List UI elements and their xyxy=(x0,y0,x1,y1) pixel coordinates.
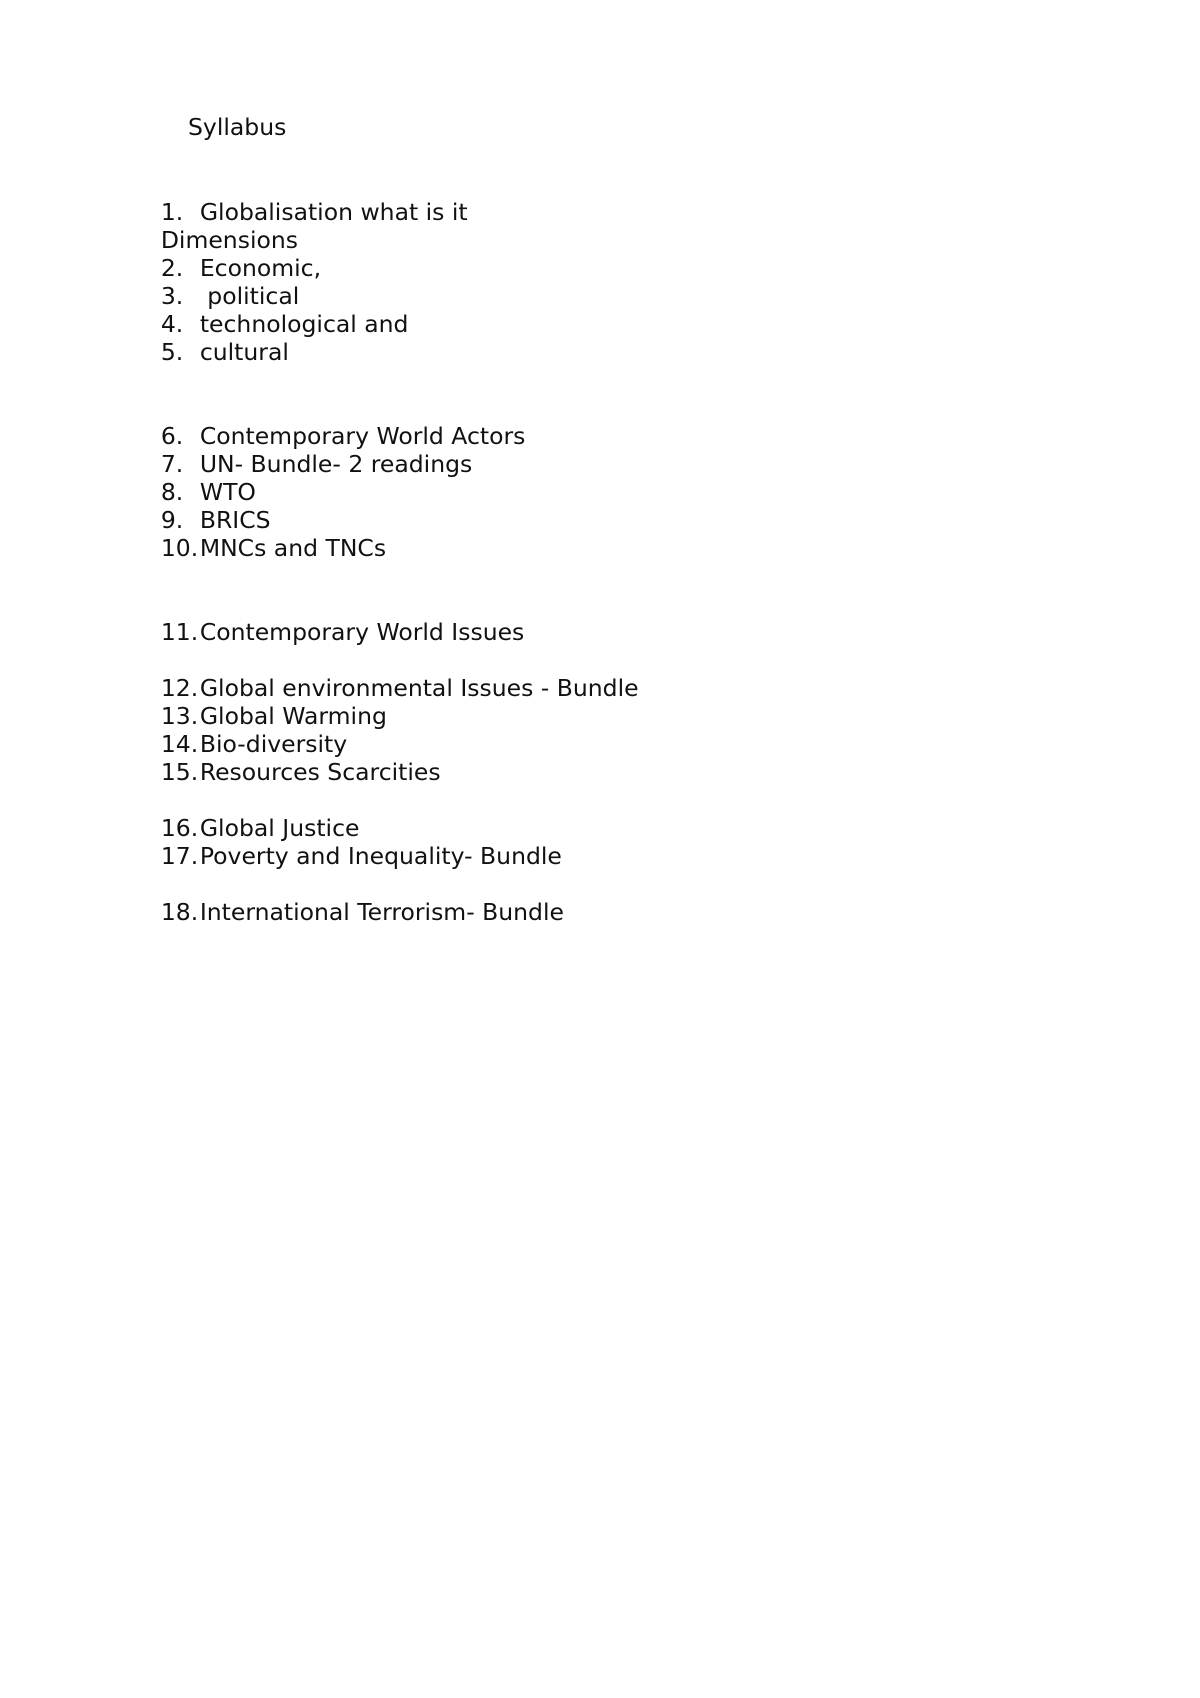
list-item xyxy=(116,254,300,310)
list-item xyxy=(116,226,322,282)
item-text: Globalisation what is it xyxy=(199,198,468,226)
document-title: Syllabus xyxy=(188,113,287,141)
list-item xyxy=(116,646,639,702)
list-item xyxy=(116,506,387,562)
item-text: International Terrorism- Bundle xyxy=(199,898,564,926)
item-text: MNCs and TNCs xyxy=(199,534,387,562)
item-text: technological and xyxy=(199,310,409,338)
item-number: 8. xyxy=(160,478,184,506)
item-number: 4. xyxy=(160,310,184,338)
item-number: 16. xyxy=(160,814,199,842)
dimensions-heading-text: Dimensions xyxy=(160,226,298,254)
item-number: 9. xyxy=(160,506,184,534)
list-item xyxy=(116,590,525,646)
list-item xyxy=(116,282,409,338)
item-text: Global environmental Issues - Bundle xyxy=(199,674,639,702)
item-number: 6. xyxy=(160,422,184,450)
list-item xyxy=(116,702,348,758)
item-text: Global Warming xyxy=(199,702,387,730)
list-item xyxy=(116,310,289,366)
item-number: 17. xyxy=(160,842,199,870)
item-text: UN- Bundle- 2 readings xyxy=(199,450,473,478)
list-item xyxy=(116,170,468,226)
list-item xyxy=(116,730,441,786)
item-number: 1. xyxy=(160,198,184,226)
list-item xyxy=(116,870,564,926)
item-number: 10. xyxy=(160,534,199,562)
item-text: BRICS xyxy=(199,506,271,534)
list-item xyxy=(116,394,526,450)
item-text: Economic, xyxy=(199,254,322,282)
item-number: 12. xyxy=(160,674,199,702)
list-item xyxy=(116,674,387,730)
item-text: Resources Scarcities xyxy=(199,758,441,786)
item-number: 14. xyxy=(160,730,199,758)
item-text: Poverty and Inequality- Bundle xyxy=(199,842,562,870)
item-number: 11. xyxy=(160,618,199,646)
list-item xyxy=(116,786,360,842)
item-text: political xyxy=(199,282,300,310)
item-number: 7. xyxy=(160,450,184,478)
item-number: 3. xyxy=(160,282,184,310)
item-number: 18. xyxy=(160,898,199,926)
item-number: 15. xyxy=(160,758,199,786)
item-text: Global Justice xyxy=(199,814,360,842)
item-text: Contemporary World Issues xyxy=(199,618,525,646)
item-text: cultural xyxy=(199,338,289,366)
dimensions-heading xyxy=(116,198,298,254)
item-number: 2. xyxy=(160,254,184,282)
list-item xyxy=(116,450,256,506)
item-text: Bio-diversity xyxy=(199,730,348,758)
item-number: 13. xyxy=(160,702,199,730)
list-item xyxy=(116,814,562,870)
item-number: 5. xyxy=(160,338,184,366)
item-text: WTO xyxy=(199,478,256,506)
item-text: Contemporary World Actors xyxy=(199,422,526,450)
list-item xyxy=(116,422,473,478)
list-item xyxy=(116,478,271,534)
